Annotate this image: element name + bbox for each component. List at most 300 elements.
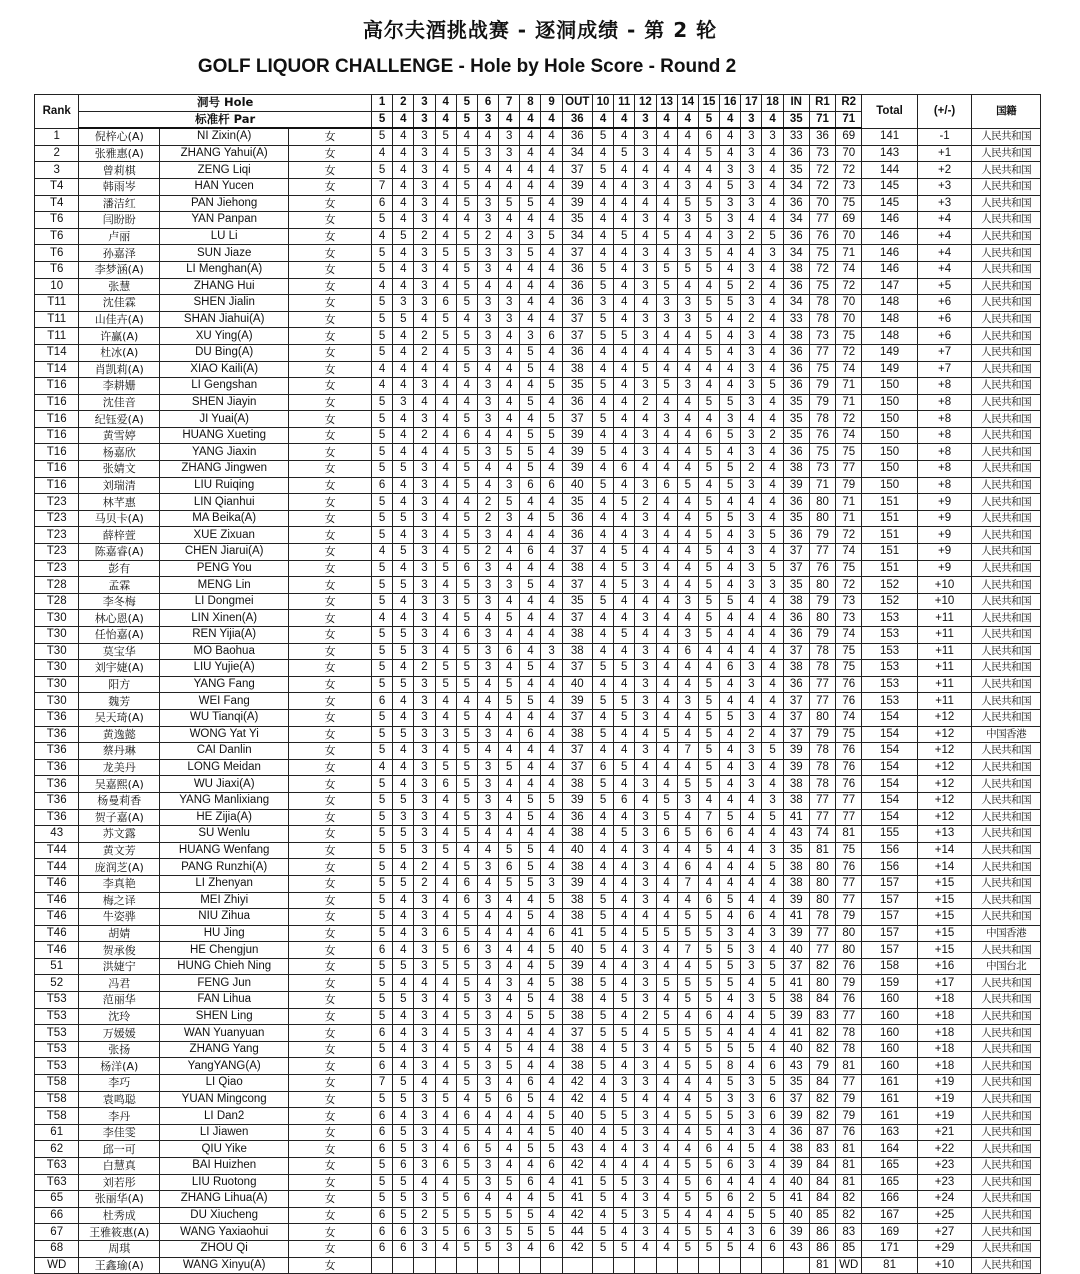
score-cell: 74: [836, 544, 862, 561]
nationality-cell: 人民共和国: [972, 427, 1041, 444]
score-cell: 5: [456, 759, 477, 776]
score-cell: 3: [741, 527, 762, 544]
score-cell: 37: [783, 544, 809, 561]
score-cell: 4: [541, 212, 562, 229]
score-cell: 5: [456, 527, 477, 544]
score-cell: 3: [635, 875, 656, 892]
score-cell: 5: [614, 826, 635, 843]
score-cell: 5: [456, 1058, 477, 1075]
score-cell: 5: [456, 643, 477, 660]
hole-par: 5: [371, 111, 392, 128]
nationality-cell: 人民共和国: [972, 461, 1041, 478]
hole-number: 2: [393, 95, 414, 112]
player-name-en: SHEN Ling: [160, 1008, 289, 1025]
player-name-cn: 张扬: [79, 1041, 160, 1058]
score-cell: 4: [614, 958, 635, 975]
score-cell: 4: [698, 792, 719, 809]
score-cell: 4: [656, 1058, 677, 1075]
score-cell: 5: [592, 311, 613, 328]
score-cell: 37: [562, 709, 592, 726]
score-cell: 4: [656, 1174, 677, 1191]
gender-cell: 女: [289, 510, 372, 527]
score-cell: 5: [762, 228, 783, 245]
score-cell: 4: [741, 411, 762, 428]
score-cell: 37: [783, 958, 809, 975]
score-cell: 4: [393, 1058, 414, 1075]
rank-cell: T30: [35, 693, 79, 710]
score-cell: 43: [783, 1240, 809, 1257]
score-cell: 4: [656, 1124, 677, 1141]
plus-minus-cell: +23: [917, 1174, 971, 1191]
score-cell: 4: [656, 1091, 677, 1108]
score-cell: 38: [562, 726, 592, 743]
score-cell: 4: [614, 477, 635, 494]
score-cell: 3: [762, 792, 783, 809]
plus-minus-cell: +3: [917, 195, 971, 212]
score-cell: 5: [698, 494, 719, 511]
score-cell: 6: [762, 1058, 783, 1075]
total-cell: 153: [862, 676, 917, 693]
score-cell: 5: [635, 361, 656, 378]
score-cell: 82: [836, 1191, 862, 1208]
rank-cell: T23: [35, 544, 79, 561]
score-cell: 4: [614, 925, 635, 942]
score-cell: 4: [499, 726, 520, 743]
table-row: [35, 228, 1041, 245]
total-cell: 146: [862, 228, 917, 245]
score-cell: 4: [592, 1158, 613, 1175]
score-cell: 5: [520, 992, 541, 1009]
score-cell: 2: [414, 859, 435, 876]
score-cell: 5: [456, 477, 477, 494]
nationality-cell: 人民共和国: [972, 544, 1041, 561]
player-name-cn: 万媛媛: [79, 1025, 160, 1042]
score-cell: 86: [809, 1224, 835, 1241]
plus-minus-cell: +18: [917, 1025, 971, 1042]
score-cell: 6: [614, 792, 635, 809]
score-cell: 4: [762, 394, 783, 411]
score-cell: 5: [614, 494, 635, 511]
score-cell: 4: [520, 1124, 541, 1141]
gender-cell: 女: [289, 660, 372, 677]
score-cell: 4: [720, 743, 741, 760]
player-name-en: WANG Yaxiaohui: [160, 1224, 289, 1241]
score-cell: 4: [435, 394, 456, 411]
score-cell: 5: [371, 1191, 392, 1208]
score-cell: 5: [698, 627, 719, 644]
nationality-cell: 人民共和国: [972, 875, 1041, 892]
score-cell: 3: [635, 278, 656, 295]
score-cell: 4: [677, 577, 698, 594]
score-cell: 5: [698, 776, 719, 793]
score-cell: 4: [762, 212, 783, 229]
score-cell: 3: [635, 610, 656, 627]
score-cell: 5: [393, 826, 414, 843]
score-cell: 4: [741, 212, 762, 229]
score-cell: 4: [741, 245, 762, 262]
score-cell: 3: [414, 809, 435, 826]
total-cell: 154: [862, 809, 917, 826]
score-cell: 4: [393, 162, 414, 179]
score-cell: 4: [393, 145, 414, 162]
score-cell: 4: [720, 560, 741, 577]
score-cell: 4: [435, 162, 456, 179]
score-cell: 5: [456, 676, 477, 693]
score-cell: 70: [809, 195, 835, 212]
player-name-en: LONG Meidan: [160, 759, 289, 776]
score-cell: 5: [592, 162, 613, 179]
score-cell: 3: [435, 593, 456, 610]
score-cell: 4: [635, 909, 656, 926]
plus-minus-cell: +14: [917, 859, 971, 876]
score-cell: 3: [414, 1141, 435, 1158]
score-cell: 5: [592, 444, 613, 461]
score-cell: 2: [414, 427, 435, 444]
score-cell: 4: [762, 875, 783, 892]
score-cell: 33: [783, 128, 809, 145]
score-cell: 3: [741, 958, 762, 975]
score-cell: 6: [541, 328, 562, 345]
total-cell: 151: [862, 494, 917, 511]
score-cell: 5: [520, 394, 541, 411]
rank-cell: T53: [35, 1041, 79, 1058]
score-cell: 5: [698, 593, 719, 610]
score-cell: 4: [720, 1174, 741, 1191]
gender-cell: 女: [289, 295, 372, 312]
score-cell: 76: [836, 1124, 862, 1141]
nationality-cell: 人民共和国: [972, 311, 1041, 328]
score-cell: 38: [783, 859, 809, 876]
score-cell: 4: [677, 610, 698, 627]
player-name-cn: 王鑫瑜(A): [79, 1257, 160, 1274]
score-cell: 7: [371, 1075, 392, 1092]
score-cell: 4: [720, 378, 741, 395]
score-cell: 4: [762, 909, 783, 926]
score-cell: 3: [741, 178, 762, 195]
score-cell: 5: [698, 328, 719, 345]
score-cell: 38: [783, 776, 809, 793]
score-cell: 6: [698, 1174, 719, 1191]
score-cell: 5: [677, 826, 698, 843]
score-cell: 6: [371, 1124, 392, 1141]
player-name-en: JI Yuai(A): [160, 411, 289, 428]
score-cell: 4: [762, 1158, 783, 1175]
score-cell: 3: [414, 776, 435, 793]
score-cell: 2: [741, 278, 762, 295]
score-cell: 4: [499, 593, 520, 610]
score-cell: 4: [477, 909, 498, 926]
player-name-en: HE Zijia(A): [160, 809, 289, 826]
plus-minus-cell: +23: [917, 1158, 971, 1175]
score-cell: 4: [393, 743, 414, 760]
score-cell: 36: [783, 527, 809, 544]
score-cell: 5: [499, 759, 520, 776]
total-cell: 156: [862, 859, 917, 876]
total-cell: 153: [862, 660, 917, 677]
score-cell: 4: [435, 875, 456, 892]
nationality-cell: 人民共和国: [972, 1240, 1041, 1257]
score-cell: 5: [456, 709, 477, 726]
score-cell: 78: [809, 295, 835, 312]
score-cell: 40: [562, 1124, 592, 1141]
score-cell: 5: [698, 1058, 719, 1075]
score-cell: 4: [499, 709, 520, 726]
score-cell: 3: [635, 212, 656, 229]
score-cell: 37: [783, 709, 809, 726]
score-cell: 4: [477, 975, 498, 992]
total-cell: 149: [862, 344, 917, 361]
player-name-cn: 魏芳: [79, 693, 160, 710]
score-cell: 4: [656, 178, 677, 195]
score-cell: 4: [435, 826, 456, 843]
score-cell: 4: [762, 1174, 783, 1191]
score-cell: 4: [520, 759, 541, 776]
player-name-cn: 邱一可: [79, 1141, 160, 1158]
score-cell: 5: [698, 1091, 719, 1108]
score-cell: 4: [677, 278, 698, 295]
score-cell: 4: [720, 1124, 741, 1141]
plus-minus-cell: +11: [917, 627, 971, 644]
score-cell: 4: [762, 178, 783, 195]
score-cell: 4: [677, 1008, 698, 1025]
score-cell: 79: [809, 627, 835, 644]
score-cell: 6: [499, 643, 520, 660]
score-cell: 4: [656, 544, 677, 561]
score-cell: 4: [720, 494, 741, 511]
plus-minus-cell: +24: [917, 1191, 971, 1208]
score-cell: 4: [592, 427, 613, 444]
table-row: [35, 444, 1041, 461]
score-cell: 5: [698, 510, 719, 527]
score-cell: 4: [614, 162, 635, 179]
gender-cell: 女: [289, 1041, 372, 1058]
score-cell: 5: [720, 892, 741, 909]
score-cell: 5: [456, 743, 477, 760]
score-cell: 7: [371, 178, 392, 195]
score-cell: 5: [698, 145, 719, 162]
nationality-cell: 人民共和国: [972, 1008, 1041, 1025]
score-cell: 4: [614, 892, 635, 909]
table-row: [35, 477, 1041, 494]
plus-minus-cell: +4: [917, 228, 971, 245]
score-cell: 3: [414, 560, 435, 577]
score-cell: 6: [371, 1058, 392, 1075]
score-cell: 80: [836, 942, 862, 959]
total-cell: 144: [862, 162, 917, 179]
score-cell: 4: [698, 162, 719, 179]
score-cell: 4: [477, 361, 498, 378]
score-cell: 3: [677, 178, 698, 195]
score-cell: 5: [393, 958, 414, 975]
score-cell: 5: [371, 892, 392, 909]
rank-cell: T30: [35, 676, 79, 693]
score-cell: 3: [635, 527, 656, 544]
score-cell: 4: [614, 809, 635, 826]
score-cell: 4: [393, 1025, 414, 1042]
score-cell: 77: [809, 693, 835, 710]
score-cell: 4: [762, 145, 783, 162]
score-cell: 5: [614, 693, 635, 710]
score-cell: 4: [393, 444, 414, 461]
score-cell: 5: [592, 1058, 613, 1075]
score-cell: 5: [371, 261, 392, 278]
score-cell: 4: [635, 1240, 656, 1257]
score-cell: 3: [635, 842, 656, 859]
player-name-en: WU Jiaxi(A): [160, 776, 289, 793]
score-cell: 5: [456, 510, 477, 527]
score-cell: 5: [520, 195, 541, 212]
score-cell: 3: [414, 411, 435, 428]
score-cell: 3: [635, 577, 656, 594]
score-cell: 4: [656, 1075, 677, 1092]
total-cell: 152: [862, 577, 917, 594]
score-cell: 3: [477, 311, 498, 328]
nationality-cell: 人民共和国: [972, 1041, 1041, 1058]
score-cell: 2: [635, 394, 656, 411]
table-row: [35, 427, 1041, 444]
score-cell: [741, 1257, 762, 1274]
player-name-cn: 黄文芳: [79, 842, 160, 859]
total-cell: 150: [862, 411, 917, 428]
score-cell: 3: [741, 427, 762, 444]
score-cell: 4: [393, 411, 414, 428]
score-cell: 4: [656, 427, 677, 444]
score-cell: 3: [635, 776, 656, 793]
player-name-en: MEI Zhiyi: [160, 892, 289, 909]
gender-cell: 女: [289, 1224, 372, 1241]
nationality-cell: 中国香港: [972, 925, 1041, 942]
score-cell: 80: [809, 709, 835, 726]
score-cell: 4: [614, 1224, 635, 1241]
score-cell: 5: [499, 693, 520, 710]
rank-cell: T58: [35, 1091, 79, 1108]
rank-cell: 52: [35, 975, 79, 992]
score-cell: 37: [562, 411, 592, 428]
gender-cell: 女: [289, 627, 372, 644]
score-cell: 4: [677, 510, 698, 527]
score-cell: 4: [614, 909, 635, 926]
score-cell: 3: [741, 1158, 762, 1175]
score-cell: 38: [562, 975, 592, 992]
player-name-cn: 牛姿骅: [79, 909, 160, 926]
score-cell: 76: [809, 228, 835, 245]
table-row: [35, 162, 1041, 179]
score-cell: 5: [541, 792, 562, 809]
gender-cell: 女: [289, 228, 372, 245]
score-cell: 4: [499, 1141, 520, 1158]
score-cell: 5: [656, 1008, 677, 1025]
score-cell: 39: [783, 759, 809, 776]
score-cell: 4: [762, 709, 783, 726]
score-cell: 5: [371, 643, 392, 660]
score-cell: 5: [614, 145, 635, 162]
score-cell: 3: [499, 245, 520, 262]
score-cell: 72: [836, 278, 862, 295]
score-cell: 5: [698, 461, 719, 478]
player-name-en: FENG Jun: [160, 975, 289, 992]
score-cell: 3: [414, 1091, 435, 1108]
hole-number: 11: [614, 95, 635, 112]
score-cell: 3: [741, 776, 762, 793]
player-name-en: YangYANG(A): [160, 1058, 289, 1075]
score-cell: 6: [698, 427, 719, 444]
score-cell: 4: [520, 593, 541, 610]
table-row: [35, 942, 1041, 959]
score-cell: 4: [456, 212, 477, 229]
rank-cell: T46: [35, 942, 79, 959]
total-cell: 167: [862, 1207, 917, 1224]
nationality-cell: 人民共和国: [972, 128, 1041, 145]
total-cell: 169: [862, 1224, 917, 1241]
player-name-cn: 李巧: [79, 1075, 160, 1092]
score-cell: 4: [541, 660, 562, 677]
score-cell: 80: [809, 892, 835, 909]
plus-minus-cell: +8: [917, 477, 971, 494]
score-cell: 74: [836, 361, 862, 378]
score-cell: 6: [371, 693, 392, 710]
nationality-cell: 人民共和国: [972, 560, 1041, 577]
table-row: [35, 1224, 1041, 1241]
score-cell: 4: [499, 1008, 520, 1025]
score-cell: 5: [677, 1058, 698, 1075]
plus-minus-cell: +1: [917, 145, 971, 162]
table-row: [35, 195, 1041, 212]
score-cell: [499, 1257, 520, 1274]
score-cell: 4: [592, 875, 613, 892]
score-cell: 6: [456, 892, 477, 909]
score-cell: 72: [836, 527, 862, 544]
score-cell: 37: [783, 643, 809, 660]
score-cell: 5: [456, 278, 477, 295]
score-cell: 5: [541, 975, 562, 992]
score-cell: 4: [592, 627, 613, 644]
gender-cell: 女: [289, 145, 372, 162]
score-cell: 35: [783, 842, 809, 859]
score-cell: 4: [656, 992, 677, 1009]
score-cell: 5: [614, 1041, 635, 1058]
hole-number: 12: [635, 95, 656, 112]
plus-minus-cell: +10: [917, 577, 971, 594]
score-cell: 3: [477, 1008, 498, 1025]
score-cell: 4: [614, 942, 635, 959]
score-cell: 5: [435, 1091, 456, 1108]
score-cell: 4: [656, 643, 677, 660]
score-cell: 75: [836, 726, 862, 743]
score-cell: 6: [541, 477, 562, 494]
score-cell: 36: [562, 809, 592, 826]
score-cell: 5: [435, 660, 456, 677]
score-cell: 5: [371, 527, 392, 544]
score-cell: 5: [541, 1124, 562, 1141]
score-cell: 4: [393, 776, 414, 793]
score-cell: 6: [499, 859, 520, 876]
score-cell: 3: [477, 859, 498, 876]
gender-cell: 女: [289, 328, 372, 345]
score-cell: 5: [592, 925, 613, 942]
rank-cell: T53: [35, 1025, 79, 1042]
score-cell: 73: [809, 461, 835, 478]
total-cell: 146: [862, 212, 917, 229]
score-cell: 38: [562, 361, 592, 378]
score-cell: 2: [414, 875, 435, 892]
score-cell: 5: [371, 444, 392, 461]
player-name-cn: 庞润芝(A): [79, 859, 160, 876]
score-cell: 3: [414, 958, 435, 975]
title-chinese: 高尔夫酒挑战赛 - 逐洞成绩 - 第 2 轮: [362, 18, 718, 42]
total-cell: 157: [862, 909, 917, 926]
score-cell: 4: [520, 145, 541, 162]
score-cell: 3: [414, 544, 435, 561]
